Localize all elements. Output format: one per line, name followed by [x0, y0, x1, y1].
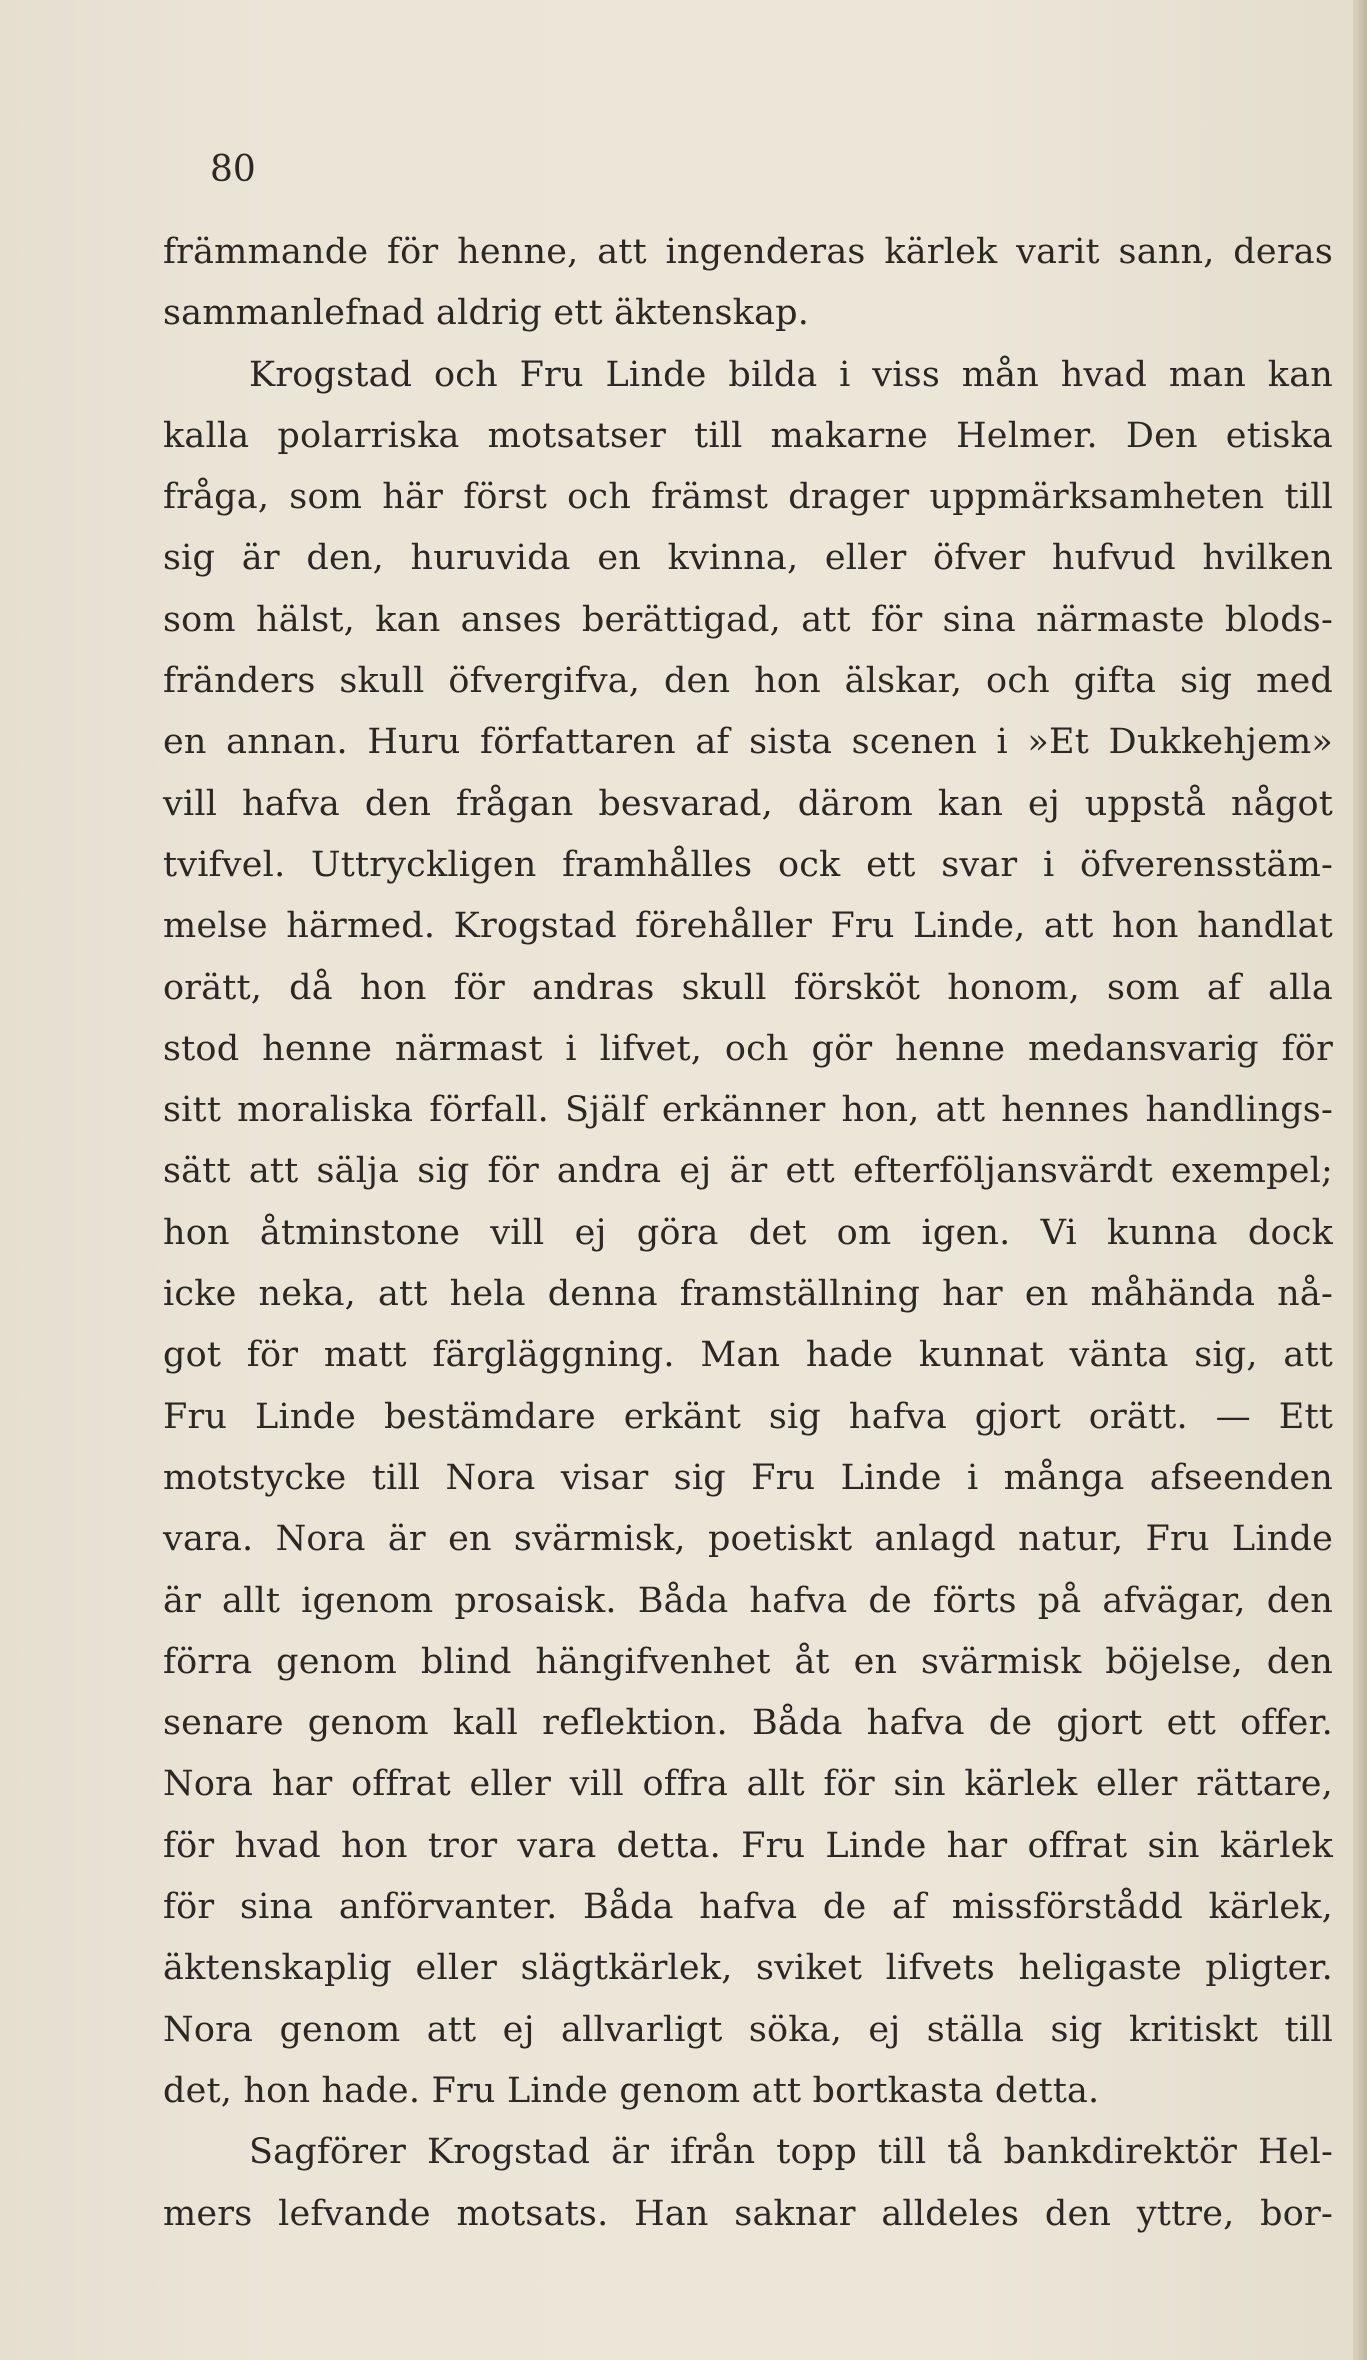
text-line: stod henne närmast i lifvet, och gör henne medansvarig för	[163, 1028, 1333, 1069]
text-line: fränders skull öfvergifva, den hon älskar, och gifta sig med	[163, 661, 1333, 702]
text-line: som hälst, kan anses berättigad, att för sina närmaste blods-	[163, 599, 1333, 640]
text-line: Nora genom att ej allvarligt söka, ej ställa sig kritiskt till	[163, 2009, 1333, 2050]
text-line: är allt igenom prosaisk. Båda hafva de förts på afvägar, den	[163, 1580, 1333, 1621]
text-line: sitt moraliska förfall. Själf erkänner hon, att hennes handlings-	[163, 1090, 1333, 1131]
text-line: Sagförer Krogstad är ifrån topp till tå bankdirektör Hel-	[249, 2132, 1333, 2173]
text-line: sammanlefnad aldrig ett äktenskap.	[163, 293, 810, 334]
text-line: mers lefvande motsats. Han saknar alldeles den yttre, bor-	[163, 2193, 1333, 2234]
text-line: sig är den, huruvida en kvinna, eller öfver hufvud hvilken	[163, 538, 1333, 579]
page-edge-shadow	[1353, 0, 1367, 2360]
text-line: Krogstad och Fru Linde bilda i viss mån hvad man kan	[249, 354, 1333, 395]
page-number: 80	[210, 149, 256, 190]
text-line: vill hafva den frågan besvarad, därom kan ej uppstå något	[163, 783, 1333, 824]
text-line: kalla polarriska motsatser till makarne Helmer. Den etiska	[163, 415, 1333, 456]
text-line: för hvad hon tror vara detta. Fru Linde har offrat sin kärlek	[163, 1825, 1333, 1866]
text-line: en annan. Huru författaren af sista scenen i »Et Dukkehjem»	[163, 722, 1333, 763]
text-line: senare genom kall reflektion. Båda hafva de gjort ett offer.	[163, 1703, 1333, 1744]
text-line: det, hon hade. Fru Linde genom att bortkasta detta.	[163, 2070, 1100, 2111]
text-line: vara. Nora är en svärmisk, poetiskt anlagd natur, Fru Linde	[163, 1519, 1333, 1560]
text-line: sätt att sälja sig för andra ej är ett efterföljansvärdt exempel;	[163, 1151, 1333, 1192]
text-line: förra genom blind hängifvenhet åt en svärmisk böjelse, den	[163, 1641, 1333, 1682]
text-line: tvifvel. Uttryckligen framhålles ock ett svar i öfverensstäm-	[163, 844, 1333, 885]
text-line: främmande för henne, att ingenderas kärlek varit sann, deras	[163, 232, 1333, 272]
text-line: orätt, då hon för andras skull försköt honom, som af alla	[163, 967, 1333, 1008]
text-line: got för matt färgläggning. Man hade kunnat vänta sig, att	[163, 1335, 1333, 1376]
text-line: melse härmed. Krogstad förehåller Fru Linde, att hon handlat	[163, 906, 1333, 947]
text-line: äktenskaplig eller slägtkärlek, sviket lifvets heligaste pligter.	[163, 1948, 1333, 1989]
text-line: för sina anförvanter. Båda hafva de af missförstådd kärlek,	[163, 1887, 1333, 1928]
text-line: motstycke till Nora visar sig Fru Linde i många afseenden	[163, 1457, 1333, 1498]
text-line: fråga, som här först och främst drager uppmärksamheten till	[163, 477, 1333, 518]
text-line: Nora har offrat eller vill offra allt för sin kärlek eller rättare,	[163, 1764, 1333, 1805]
text-line: Fru Linde bestämdare erkänt sig hafva gjort orätt. — Ett	[163, 1396, 1333, 1437]
text-line: hon åtminstone vill ej göra det om igen. Vi kunna dock	[163, 1212, 1333, 1253]
body-text	[163, 222, 1333, 2245]
text-line: icke neka, att hela denna framställning har en måhända nå-	[163, 1274, 1333, 1315]
